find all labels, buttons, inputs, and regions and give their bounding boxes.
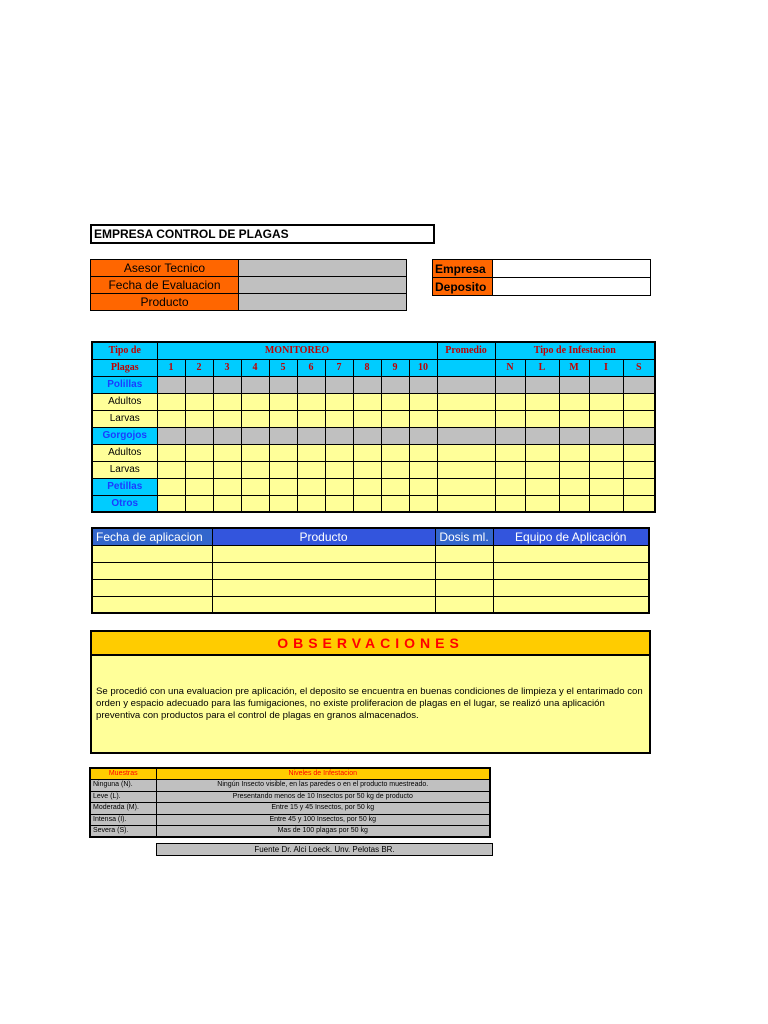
monitor-cell[interactable] [213,410,241,427]
monitoreo-col-9: 9 [381,359,409,376]
monitor-cell[interactable] [495,427,525,444]
pest-label: Adultos [92,444,157,461]
monitor-cell[interactable] [525,427,559,444]
monitor-cell[interactable] [559,461,589,478]
monitor-cell[interactable] [437,444,495,461]
monitor-cell[interactable] [589,495,623,512]
infestacion-col-l: L [525,359,559,376]
legend-level-desc: Entre 15 y 45 Insectos, por 50 kg [156,803,490,815]
monitor-cell[interactable] [297,410,325,427]
promedio-subheader [437,359,495,376]
fecha-evaluacion-field[interactable] [239,277,407,294]
monitor-cell[interactable] [213,376,241,393]
monitor-cell[interactable] [157,410,185,427]
monitor-cell[interactable] [381,376,409,393]
monitor-cell[interactable] [241,393,269,410]
monitor-cell[interactable] [525,410,559,427]
application-cell[interactable] [92,579,212,596]
monitor-cell[interactable] [525,444,559,461]
monitor-cell[interactable] [269,478,297,495]
monitor-cell[interactable] [353,427,381,444]
monitor-cell[interactable] [525,376,559,393]
pest-label: Larvas [92,461,157,478]
monitor-cell[interactable] [297,393,325,410]
monitor-cell[interactable] [623,376,655,393]
monitor-cell[interactable] [409,410,437,427]
monitor-cell[interactable] [185,376,213,393]
monitor-cell[interactable] [269,376,297,393]
monitor-cell[interactable] [157,478,185,495]
monitor-cell[interactable] [381,495,409,512]
monitor-cell[interactable] [353,444,381,461]
application-row [92,596,649,613]
monitor-cell[interactable] [525,461,559,478]
monitor-cell[interactable] [241,478,269,495]
legend-level-label: Moderada (M). [90,803,156,815]
monitor-cell[interactable] [495,393,525,410]
equipo-header: Equipo de Aplicación [493,528,649,545]
monitor-cell[interactable] [185,393,213,410]
monitor-cell[interactable] [185,495,213,512]
monitor-cell[interactable] [437,427,495,444]
monitor-cell[interactable] [325,427,353,444]
monitor-cell[interactable] [409,444,437,461]
monitor-cell[interactable] [381,461,409,478]
infestacion-col-i: I [589,359,623,376]
monitor-cell[interactable] [325,478,353,495]
monitor-cell[interactable] [623,393,655,410]
monitoreo-col-7: 7 [325,359,353,376]
monitor-cell[interactable] [589,444,623,461]
asesor-label: Asesor Tecnico [91,260,239,277]
monitor-cell[interactable] [297,495,325,512]
application-cell[interactable] [92,596,212,613]
monitor-cell[interactable] [157,427,185,444]
monitor-row [92,495,655,512]
application-row [92,579,649,596]
monitor-cell[interactable] [241,444,269,461]
legend-level-label: Intensa (I). [90,814,156,826]
monitor-cell[interactable] [589,427,623,444]
legend-level-desc: Presentando menos de 10 Insectos por 50 kg de producto [156,791,490,803]
application-cell[interactable] [435,545,493,562]
monitor-cell[interactable] [297,461,325,478]
monitor-cell[interactable] [241,495,269,512]
monitoreo-col-1: 1 [157,359,185,376]
monitoreo-header: MONITOREO [157,342,437,359]
monitor-cell[interactable] [269,427,297,444]
monitor-cell[interactable] [409,478,437,495]
monitor-cell[interactable] [269,444,297,461]
info-right-table [432,259,651,296]
monitor-cell[interactable] [589,393,623,410]
monitor-cell[interactable] [353,393,381,410]
pest-label: Petillas [92,478,157,495]
pest-label: Gorgojos [92,427,157,444]
monitor-cell[interactable] [623,478,655,495]
application-cell[interactable] [212,579,435,596]
observations-text[interactable]: Se procedió con una evaluacion pre aplicación, el deposito se encuentra en buenas condiciones de limpieza y el entarimado con orden y espacio adecuado para las fumigaciones, no existe proliferacion de plagas en el lugar, se realizó una aplicación preventiva con productos para el control de plagas en granos almacenados. [96,686,643,721]
application-cell[interactable] [92,562,212,579]
deposito-field[interactable] [493,278,651,296]
application-cell[interactable] [493,579,649,596]
monitor-cell[interactable] [213,444,241,461]
monitor-cell[interactable] [213,478,241,495]
application-cell[interactable] [435,562,493,579]
dosis-header: Dosis ml. [435,528,493,545]
monitor-cell[interactable] [589,376,623,393]
asesor-field[interactable] [239,260,407,277]
monitor-cell[interactable] [325,376,353,393]
legend-level-desc: Ningún Insecto visible, en las paredes o en el producto muestreado. [156,780,490,792]
monitor-cell[interactable] [559,444,589,461]
legend-level-desc: Entre 45 y 100 Insectos, por 50 kg [156,814,490,826]
monitor-cell[interactable] [381,427,409,444]
monitor-cell[interactable] [213,427,241,444]
monitor-row [92,461,655,478]
legend-level-label: Leve (L). [90,791,156,803]
monitor-cell[interactable] [409,393,437,410]
monitor-cell[interactable] [353,376,381,393]
legend-row [90,826,490,838]
legend-row [90,780,490,792]
legend-row [90,791,490,803]
fecha-evaluacion-label: Fecha de Evaluacion [91,277,239,294]
monitor-cell[interactable] [185,478,213,495]
monitor-cell[interactable] [623,410,655,427]
monitor-cell[interactable] [623,461,655,478]
monitoreo-col-5: 5 [269,359,297,376]
monitor-cell[interactable] [325,495,353,512]
producto-header: Producto [212,528,435,545]
application-cell[interactable] [493,596,649,613]
monitoreo-col-6: 6 [297,359,325,376]
application-cell[interactable] [435,596,493,613]
monitor-cell[interactable] [559,495,589,512]
monitor-cell[interactable] [437,478,495,495]
application-row [92,545,649,562]
monitoreo-col-3: 3 [213,359,241,376]
legend-row [90,803,490,815]
application-cell[interactable] [493,562,649,579]
legend-header-niveles: Niveles de Infestacion [156,768,490,780]
application-cell[interactable] [212,545,435,562]
pest-label: Otros [92,495,157,512]
empresa-field[interactable] [493,260,651,278]
application-cell[interactable] [212,562,435,579]
monitor-cell[interactable] [409,427,437,444]
monitor-cell[interactable] [623,427,655,444]
monitor-cell[interactable] [241,410,269,427]
monitor-cell[interactable] [381,444,409,461]
monitor-cell[interactable] [437,461,495,478]
monitor-cell[interactable] [495,495,525,512]
monitor-cell[interactable] [185,444,213,461]
monitor-cell[interactable] [559,478,589,495]
legend-level-label: Severa (S). [90,826,156,838]
legend-source: Fuente Dr. Alci Loeck. Unv. Pelotas BR. [156,843,493,856]
monitor-cell[interactable] [437,410,495,427]
monitoreo-col-8: 8 [353,359,381,376]
monitor-cell[interactable] [297,376,325,393]
monitor-cell[interactable] [269,410,297,427]
monitor-cell[interactable] [353,478,381,495]
application-cell[interactable] [435,579,493,596]
producto-label: Producto [91,294,239,311]
application-cell[interactable] [493,545,649,562]
monitor-cell[interactable] [213,495,241,512]
monitor-cell[interactable] [325,444,353,461]
application-cell[interactable] [212,596,435,613]
monitor-cell[interactable] [185,410,213,427]
monitor-cell[interactable] [495,461,525,478]
monitor-cell[interactable] [353,410,381,427]
monitor-cell[interactable] [437,495,495,512]
monitor-cell[interactable] [241,427,269,444]
monitor-cell[interactable] [269,461,297,478]
monitor-cell[interactable] [269,495,297,512]
infestacion-col-s: S [623,359,655,376]
observations-panel [90,630,651,754]
monitor-cell[interactable] [297,444,325,461]
monitor-cell[interactable] [381,478,409,495]
monitor-cell[interactable] [495,444,525,461]
monitor-cell[interactable] [495,410,525,427]
monitor-cell[interactable] [589,461,623,478]
monitor-cell[interactable] [297,478,325,495]
monitor-cell[interactable] [185,427,213,444]
monitor-cell[interactable] [353,495,381,512]
monitor-cell[interactable] [325,393,353,410]
monitor-cell[interactable] [157,376,185,393]
monitor-cell[interactable] [409,376,437,393]
monitor-cell[interactable] [269,393,297,410]
monitor-row [92,376,655,393]
legend-row [90,814,490,826]
monitor-cell[interactable] [157,393,185,410]
monitor-cell[interactable] [381,410,409,427]
fecha-aplicacion-header: Fecha de aplicacion [92,528,212,545]
observations-title: OBSERVACIONES [92,632,649,656]
monitor-cell[interactable] [589,478,623,495]
promedio-header: Promedio [437,342,495,359]
monitor-cell[interactable] [381,393,409,410]
monitor-cell[interactable] [213,461,241,478]
monitor-cell[interactable] [559,427,589,444]
monitor-cell[interactable] [623,444,655,461]
monitor-cell[interactable] [409,495,437,512]
monitor-cell[interactable] [213,393,241,410]
application-table [91,527,650,614]
monitor-cell[interactable] [589,410,623,427]
info-left-table [90,259,407,311]
monitor-cell[interactable] [241,461,269,478]
application-cell[interactable] [92,545,212,562]
legend-table [89,767,491,838]
form-title: EMPRESA CONTROL DE PLAGAS [90,224,435,244]
monitor-cell[interactable] [157,444,185,461]
monitor-row [92,427,655,444]
monitoreo-col-10: 10 [409,359,437,376]
monitor-row [92,393,655,410]
monitor-cell[interactable] [325,461,353,478]
monitor-cell[interactable] [559,376,589,393]
deposito-label: Deposito [433,278,493,296]
legend-level-desc: Mas de 100 plagas por 50 kg [156,826,490,838]
monitor-cell[interactable] [495,376,525,393]
monitor-cell[interactable] [437,393,495,410]
monitoreo-col-4: 4 [241,359,269,376]
monitor-row [92,444,655,461]
monitor-cell[interactable] [559,393,589,410]
monitor-cell[interactable] [525,478,559,495]
empresa-label: Empresa [433,260,493,278]
monitor-cell[interactable] [437,376,495,393]
monitor-cell[interactable] [297,427,325,444]
producto-field[interactable] [239,294,407,311]
pest-label: Polillas [92,376,157,393]
monitor-cell[interactable] [353,461,381,478]
monitor-row [92,410,655,427]
monitor-cell[interactable] [525,495,559,512]
monitor-cell[interactable] [559,410,589,427]
legend-level-label: Ninguna (N). [90,780,156,792]
legend-header-muestras: Muestras [90,768,156,780]
monitor-cell[interactable] [325,410,353,427]
monitor-cell[interactable] [495,478,525,495]
pest-label: Larvas [92,410,157,427]
monitor-cell[interactable] [525,393,559,410]
tipo-header-top: Tipo de [92,342,157,359]
monitor-cell[interactable] [623,495,655,512]
monitoreo-col-2: 2 [185,359,213,376]
infestacion-col-n: N [495,359,525,376]
monitor-cell[interactable] [157,461,185,478]
monitor-row [92,478,655,495]
application-row [92,562,649,579]
monitor-cell[interactable] [241,376,269,393]
infestacion-header: Tipo de Infestacion [495,342,655,359]
monitor-cell[interactable] [185,461,213,478]
infestacion-col-m: M [559,359,589,376]
tipo-header-bottom: Plagas [92,359,157,376]
monitor-cell[interactable] [409,461,437,478]
monitor-cell[interactable] [157,495,185,512]
pest-label: Adultos [92,393,157,410]
monitoring-table [91,341,656,513]
